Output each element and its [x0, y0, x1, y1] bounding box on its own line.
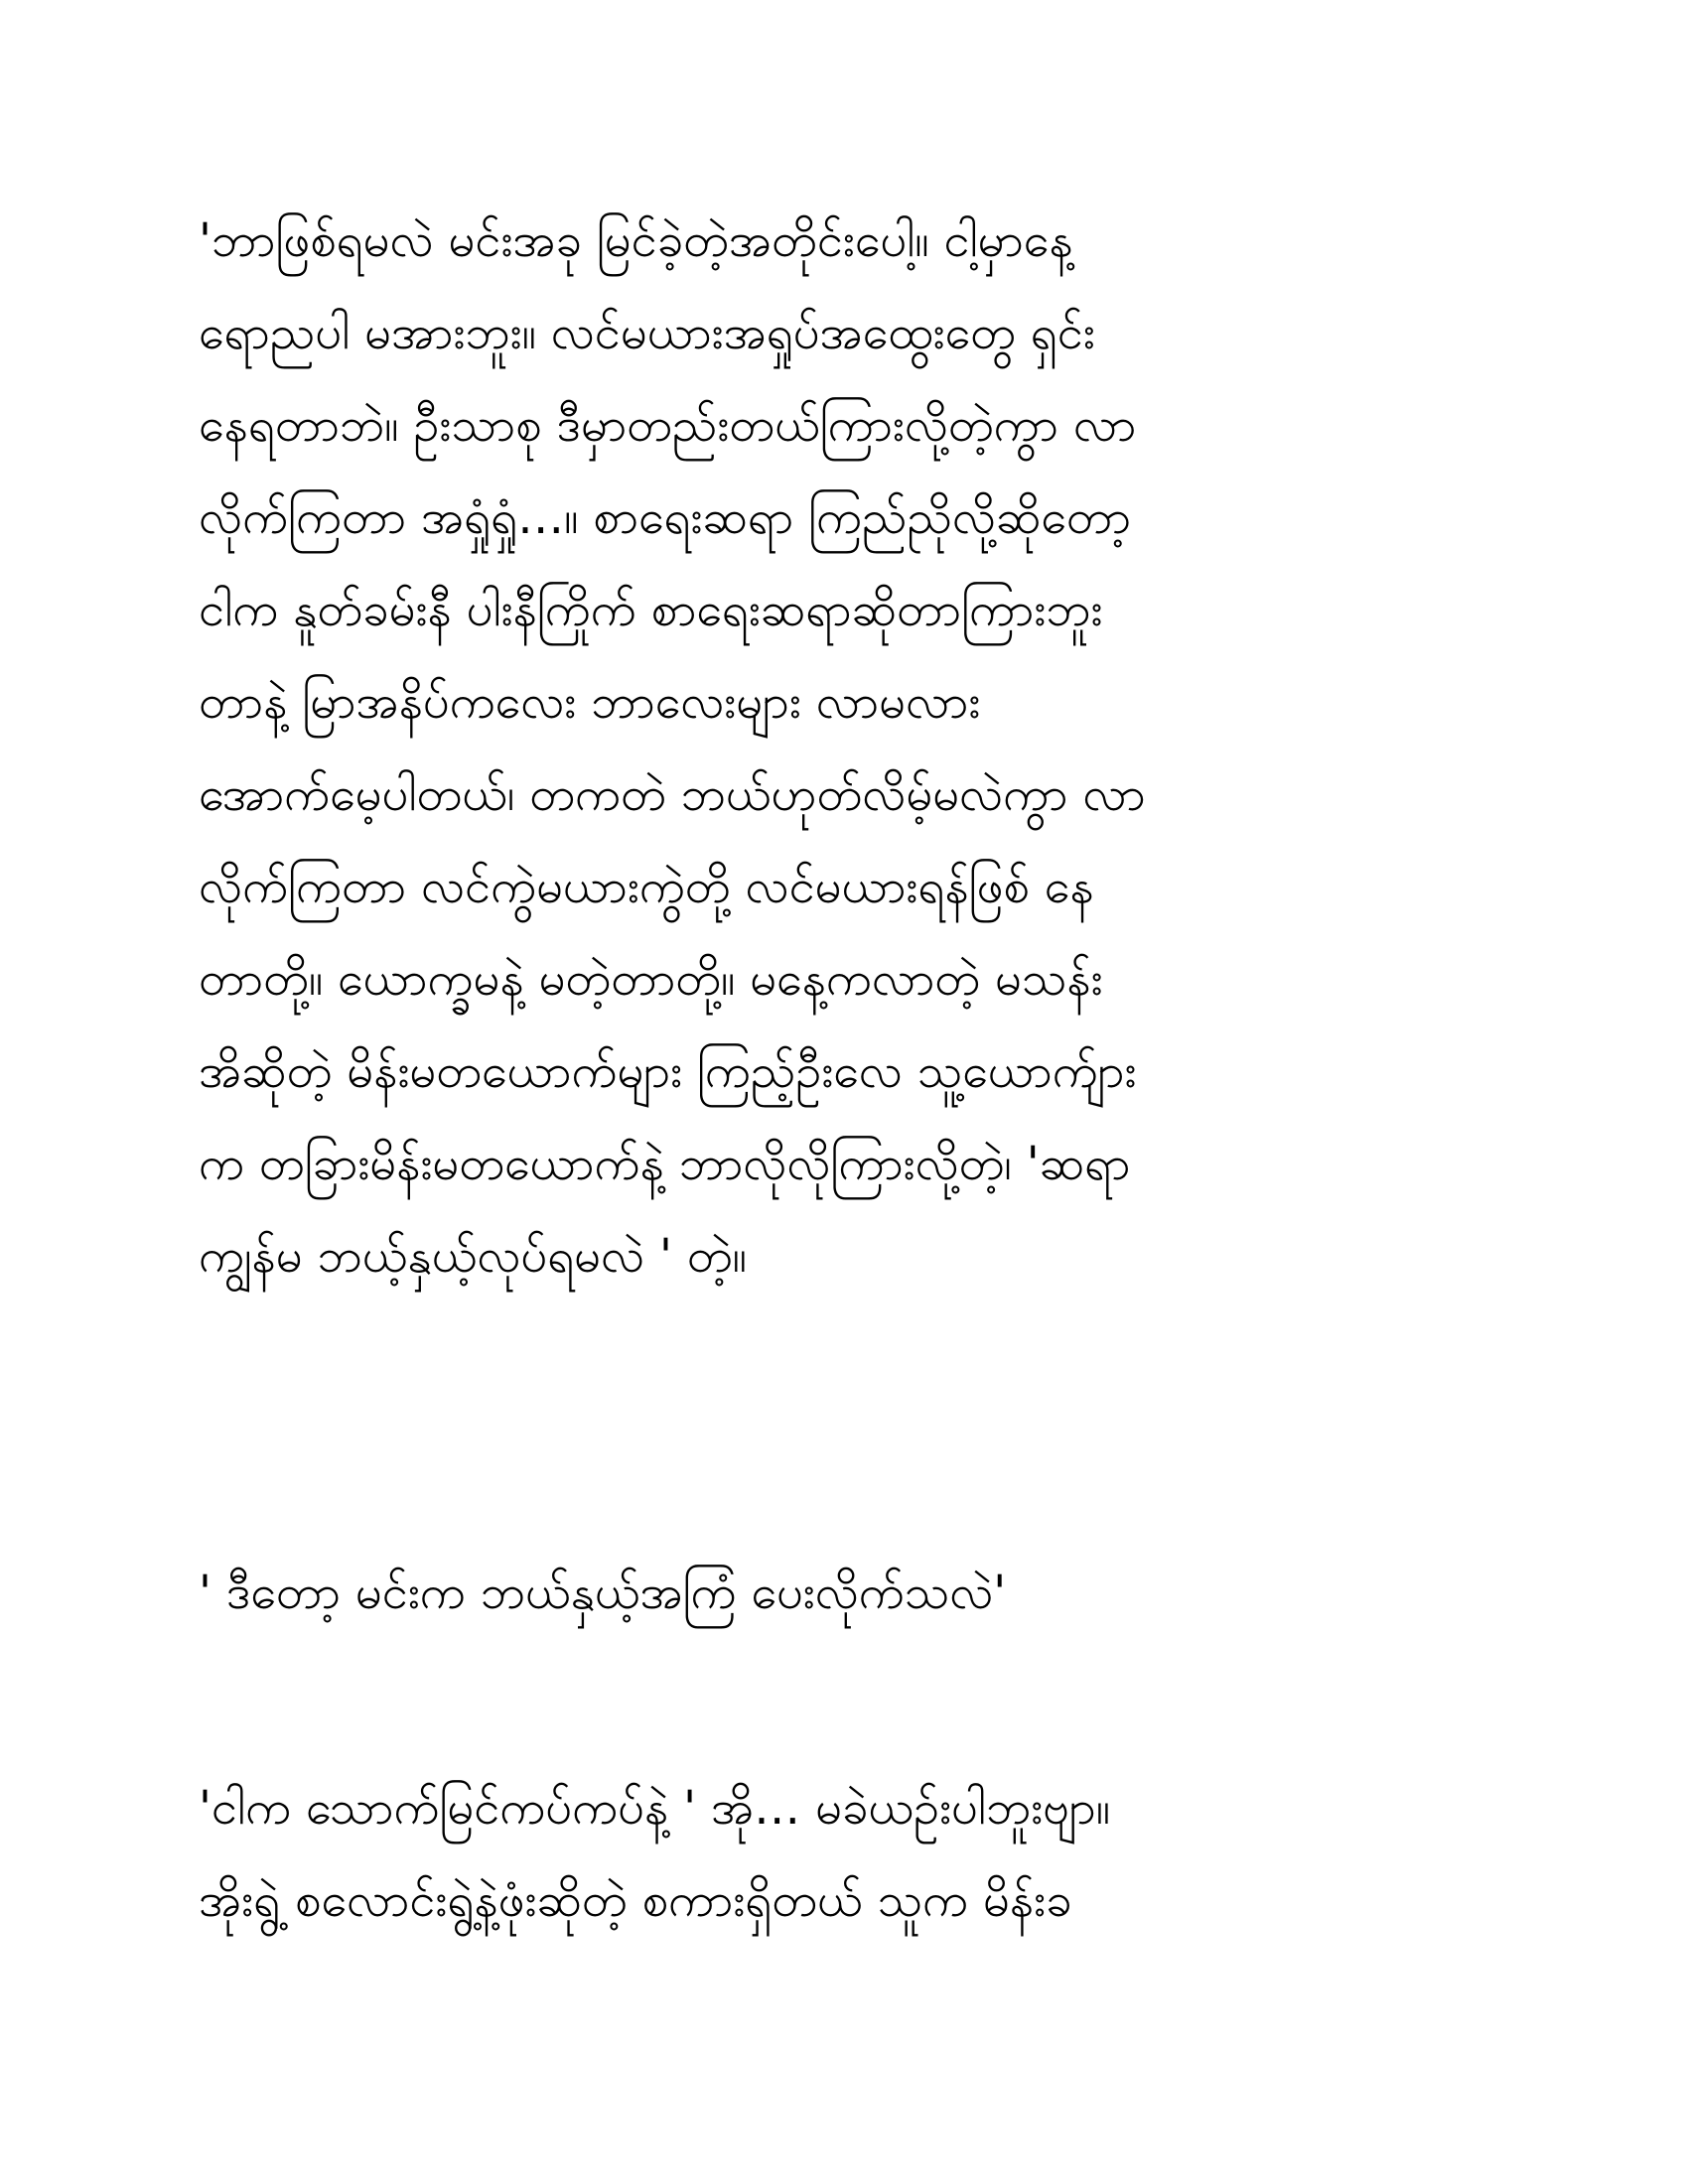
text-line: လိုက်ကြတာ လင်ကွဲမယားကွဲတို့ လင်မယားရန်ဖြစ် နေ — [199, 860, 1094, 914]
text-line: 'ဘာဖြစ်ရမလဲ မင်းအခု မြင်ခဲ့တဲ့အတိုင်းပေါ့။ ငါ့မှာနေ့ — [199, 213, 1073, 268]
text-line: 'ငါက သောက်မြင်ကပ်ကပ်နဲ့ ' အို… မခဲယဉ်းပါဘူးဗျာ။ — [199, 1781, 1110, 1836]
text-line: ကျွန်မ ဘယ့်နှယ့်လုပ်ရမလဲ ' တဲ့။ — [199, 1229, 747, 1284]
text-line: ငါက နူတ်ခမ်းနီ ပါးနီကြိုက် စာရေးဆရာဆိုတာကြားဘူး — [199, 583, 1103, 637]
paragraph-2 — [199, 1547, 1479, 1639]
text-line: တာနဲ့ မြာအနိပ်ကလေး ဘာလေးများ လာမလား — [199, 675, 981, 730]
text-line: အောက်မေ့ပါတယ်၊ တကတဲ ဘယ်ဟုတ်လိမ့်မလဲကွာ လာ — [199, 767, 1146, 822]
text-line: ရောညပါ မအားဘူး။ လင်မယားအရှုပ်အထွေးတွေ ရှင်း — [199, 306, 1095, 360]
paragraph-3 — [199, 1762, 1479, 1947]
text-line: လိုက်ကြတာ အရှုံရှုံ…။ စာရေးဆရာ ကြည်ညိုလို့ဆိုတော့ — [199, 490, 1132, 545]
text-line: တာတို့။ ယောက္ခမနဲ့ မတဲ့တာတို့။ မနေ့ကလာတဲ့ မသန်း — [199, 952, 1103, 1007]
text-line: က တခြားမိန်းမတယောက်နဲ့ ဘာလိုလိုကြားလို့တဲ့၊ 'ဆရာ — [199, 1137, 1131, 1191]
text-line: နေရတာဘဲ။ ဦးသာစု ဒီမှာတည်းတယ်ကြားလို့တဲ့ကွာ လာ — [199, 398, 1137, 453]
text-line: အိဆိုတဲ့ မိန်းမတယောက်များ ကြည့်ဦးလေ သူ့ယောက်ျား — [199, 1044, 1137, 1099]
text-line: အိုးရွဲ့ စလောင်းရွဲ့နဲ့ဖုံးဆိုတဲ့ စကားရှိတယ် သူက မိန်းခ — [199, 1873, 1072, 1928]
text-line: ' ဒီတော့ မင်းက ဘယ်နှယ့်အကြံ ပေးလိုက်သလဲ' — [199, 1566, 1007, 1620]
paragraph-1 — [199, 195, 1479, 1302]
